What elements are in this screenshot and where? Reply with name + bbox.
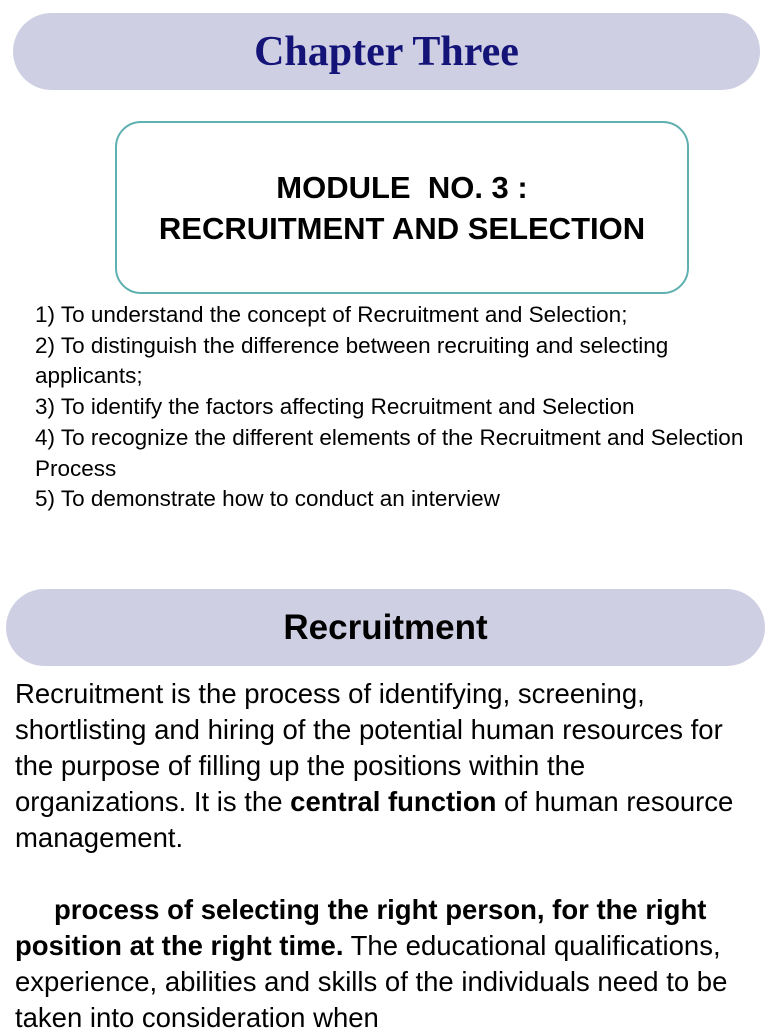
module-number: MODULE NO. 3 : — [276, 169, 528, 205]
objective-item: 2) To distinguish the difference between recruiting and selecting applicants; — [35, 332, 669, 389]
objective-item: 5) To demonstrate how to conduct an interview — [35, 486, 500, 512]
chapter-title: Chapter Three — [254, 28, 519, 75]
section-heading: Recruitment — [283, 607, 488, 647]
paragraph-text: The educational qualifications, experience, abilities and skills of the individuals need to be taken into consideration when — [15, 930, 728, 1033]
objective-item: 1) To understand the concept of Recruitment and Selection; — [35, 302, 628, 327]
module-title-box — [115, 121, 689, 294]
paragraph-text: Recruitment is the process of identifying, screening, shortlisting and hiring of the potential human resources for the purpose of filling up the positions within the organizations. It is the — [15, 678, 723, 817]
objective-item: 3) To identify the factors affecting Recruitment and Selection — [35, 394, 635, 420]
paragraph-text: of human resource management. — [15, 786, 734, 853]
recruitment-definition-paragraph — [15, 676, 760, 856]
selection-paragraph — [15, 892, 760, 1036]
recruitment-banner — [6, 589, 765, 666]
chapter-banner — [13, 13, 760, 90]
objectives-list — [35, 300, 755, 515]
emphasis-text: central function — [290, 786, 497, 817]
objective-item: 4) To recognize the different elements of the Recruitment and Selection Process — [35, 424, 744, 481]
emphasis-text: process of selecting the right person, for the right position at the right time. — [15, 894, 707, 961]
module-name: RECRUITMENT AND SELECTION — [158, 210, 646, 246]
